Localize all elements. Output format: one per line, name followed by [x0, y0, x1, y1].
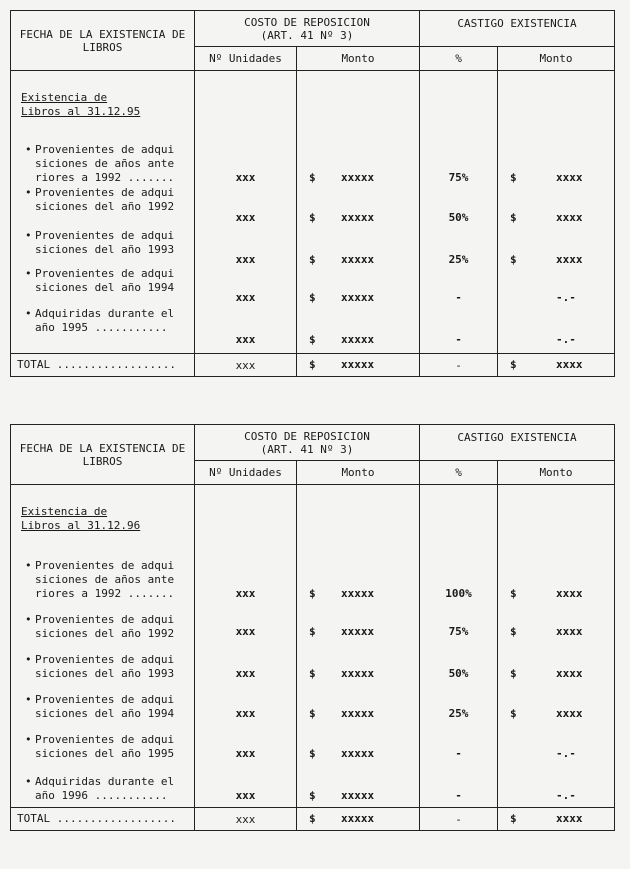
writeoff-amount-value: -.- [556, 747, 576, 760]
currency-symbol: $ [309, 358, 316, 371]
currency-symbol: $ [309, 211, 316, 224]
currency-symbol: $ [510, 667, 517, 680]
percent-value: 25% [448, 253, 469, 266]
ledger-table-2 [10, 424, 615, 831]
amount-value: xxxxx [341, 171, 375, 184]
line-item-text: siciones de años ante [35, 157, 175, 170]
currency-symbol: $ [309, 625, 316, 638]
units-value: xxx [235, 625, 256, 638]
percent-column [420, 71, 498, 354]
currency-symbol: $ [510, 812, 517, 825]
percent-value: 50% [448, 667, 469, 680]
total-row [11, 808, 615, 831]
line-item-text: año 1995 ........... [35, 321, 168, 334]
amount-value: xxxxx [341, 789, 375, 802]
writeoff-amount-value: xxxx [556, 171, 583, 184]
total-writeoff-cell [498, 808, 615, 831]
amount-value: xxxxx [341, 253, 375, 266]
header-amount: Monto [297, 461, 420, 485]
writeoff-amount-value: xxxx [556, 625, 583, 638]
units-value: xxx [235, 333, 256, 346]
bullet-icon: • [25, 143, 32, 156]
writeoff-amount-value: xxxx [556, 707, 583, 720]
writeoff-amount-value: -.- [556, 333, 576, 346]
writeoff-amount-value: xxxx [556, 587, 583, 600]
line-item-text: Provenientes de adqui [35, 186, 175, 199]
total-amount: xxxxx [341, 812, 375, 825]
units-value: xxx [235, 707, 256, 720]
bullet-icon: • [25, 307, 32, 320]
percent-value: 100% [445, 587, 472, 600]
currency-symbol: $ [510, 625, 517, 638]
units-value: xxx [235, 747, 256, 760]
currency-symbol: $ [510, 171, 517, 184]
line-item-text: Provenientes de adqui [35, 559, 175, 572]
line-item-text: Provenientes de adqui [35, 267, 175, 280]
stock-title: Existencia de Libros al 31.12.95 [21, 91, 141, 118]
amount-value: xxxxx [341, 707, 375, 720]
line-item-text: Provenientes de adqui [35, 653, 175, 666]
bullet-icon: • [25, 186, 32, 199]
header-percent: % [420, 47, 498, 71]
ledger-table-1 [10, 10, 615, 377]
line-item-text: Provenientes de adqui [35, 229, 175, 242]
line-item-text: riores a 1992 ....... [35, 587, 175, 600]
total-percent: - [420, 808, 498, 831]
units-value: xxx [235, 587, 256, 600]
bullet-icon: • [25, 693, 32, 706]
stock-title: Existencia de Libros al 31.12.96 [21, 505, 141, 532]
currency-symbol: $ [309, 667, 316, 680]
amount-value: xxxxx [341, 587, 375, 600]
units-value: xxx [235, 291, 256, 304]
bullet-icon: • [25, 613, 32, 626]
bullet-icon: • [25, 229, 32, 242]
line-item-text: siciones de años ante [35, 573, 175, 586]
percent-value: - [455, 789, 462, 802]
line-item [25, 307, 175, 335]
percent-value: - [455, 291, 462, 304]
total-percent: - [420, 354, 498, 377]
total-units: xxx [195, 808, 297, 831]
currency-symbol: $ [309, 707, 316, 720]
header-amount: Monto [297, 47, 420, 71]
bullet-icon: • [25, 267, 32, 280]
writeoff-amount-column [498, 71, 615, 354]
total-amount-cell [297, 808, 420, 831]
line-item-text: Adquiridas durante el [35, 307, 175, 320]
amount-column [297, 71, 420, 354]
percent-column [420, 485, 498, 808]
amount-value: xxxxx [341, 291, 375, 304]
bullet-icon: • [25, 733, 32, 746]
line-item [25, 143, 175, 185]
currency-symbol: $ [510, 358, 517, 371]
header-stock-writeoff: CASTIGO EXISTENCIA [420, 425, 615, 461]
line-item-text: Provenientes de adqui [35, 733, 175, 746]
header-existence-date: FECHA DE LA EXISTENCIA DE LIBROS [11, 11, 195, 71]
writeoff-amount-value: -.- [556, 789, 576, 802]
description-column [11, 485, 195, 808]
currency-symbol: $ [309, 587, 316, 600]
line-item-text: año 1996 ........... [35, 789, 168, 802]
line-item-text: Provenientes de adqui [35, 613, 175, 626]
line-item-text: siciones del año 1993 [35, 243, 175, 256]
header-writeoff-amount: Monto [498, 47, 615, 71]
header-units: Nº Unidades [195, 47, 297, 71]
currency-symbol: $ [510, 253, 517, 266]
currency-symbol: $ [510, 707, 517, 720]
currency-symbol: $ [309, 789, 316, 802]
line-item [25, 559, 175, 601]
amount-value: xxxxx [341, 667, 375, 680]
currency-symbol: $ [309, 253, 316, 266]
percent-value: 50% [448, 211, 469, 224]
units-value: xxx [235, 253, 256, 266]
header-units: Nº Unidades [195, 461, 297, 485]
units-column [195, 485, 297, 808]
amount-value: xxxxx [341, 625, 375, 638]
units-value: xxx [235, 171, 256, 184]
header-existence-date: FECHA DE LA EXISTENCIA DE LIBROS [11, 425, 195, 485]
total-amount: xxxxx [341, 358, 375, 371]
writeoff-amount-value: xxxx [556, 253, 583, 266]
line-item-text: siciones del año 1995 [35, 747, 175, 760]
total-label: TOTAL .................. [11, 808, 195, 831]
currency-symbol: $ [510, 587, 517, 600]
header-stock-writeoff: CASTIGO EXISTENCIA [420, 11, 615, 47]
line-item-text: Provenientes de adqui [35, 143, 175, 156]
total-writeoff-amount: xxxx [556, 358, 583, 371]
percent-value: 75% [448, 625, 469, 638]
percent-value: 25% [448, 707, 469, 720]
amount-value: xxxxx [341, 747, 375, 760]
currency-symbol: $ [309, 291, 316, 304]
percent-value: 75% [448, 171, 469, 184]
writeoff-amount-value: -.- [556, 291, 576, 304]
line-item [25, 775, 175, 803]
bullet-icon: • [25, 653, 32, 666]
body-row [11, 485, 615, 808]
amount-column [297, 485, 420, 808]
body-row [11, 71, 615, 354]
line-item-text: siciones del año 1993 [35, 667, 175, 680]
line-item [25, 693, 175, 721]
writeoff-amount-value: xxxx [556, 211, 583, 224]
header-writeoff-amount: Monto [498, 461, 615, 485]
currency-symbol: $ [309, 812, 316, 825]
line-item-text: Adquiridas durante el [35, 775, 175, 788]
units-value: xxx [235, 211, 256, 224]
line-item-text: siciones del año 1992 [35, 627, 175, 640]
currency-symbol: $ [510, 211, 517, 224]
currency-symbol: $ [309, 747, 316, 760]
line-item [25, 267, 175, 295]
total-units: xxx [195, 354, 297, 377]
description-column [11, 71, 195, 354]
percent-value: - [455, 747, 462, 760]
line-item [25, 186, 175, 214]
line-item-text: Provenientes de adqui [35, 693, 175, 706]
amount-value: xxxxx [341, 211, 375, 224]
line-item-text: siciones del año 1994 [35, 707, 175, 720]
bullet-icon: • [25, 559, 32, 572]
units-value: xxx [235, 789, 256, 802]
line-item [25, 653, 175, 681]
total-row [11, 354, 615, 377]
header-replacement-cost: COSTO DE REPOSICION (ART. 41 Nº 3) [195, 11, 420, 47]
amount-value: xxxxx [341, 333, 375, 346]
line-item-text: riores a 1992 ....... [35, 171, 175, 184]
currency-symbol: $ [309, 333, 316, 346]
line-item [25, 229, 175, 257]
line-item-text: siciones del año 1992 [35, 200, 175, 213]
total-writeoff-cell [498, 354, 615, 377]
total-label: TOTAL .................. [11, 354, 195, 377]
units-column [195, 71, 297, 354]
percent-value: - [455, 333, 462, 346]
header-percent: % [420, 461, 498, 485]
currency-symbol: $ [309, 171, 316, 184]
total-writeoff-amount: xxxx [556, 812, 583, 825]
line-item-text: siciones del año 1994 [35, 281, 175, 294]
total-amount-cell [297, 354, 420, 377]
units-value: xxx [235, 667, 256, 680]
line-item [25, 733, 175, 761]
writeoff-amount-value: xxxx [556, 667, 583, 680]
bullet-icon: • [25, 775, 32, 788]
line-item [25, 613, 175, 641]
header-replacement-cost: COSTO DE REPOSICION (ART. 41 Nº 3) [195, 425, 420, 461]
writeoff-amount-column [498, 485, 615, 808]
